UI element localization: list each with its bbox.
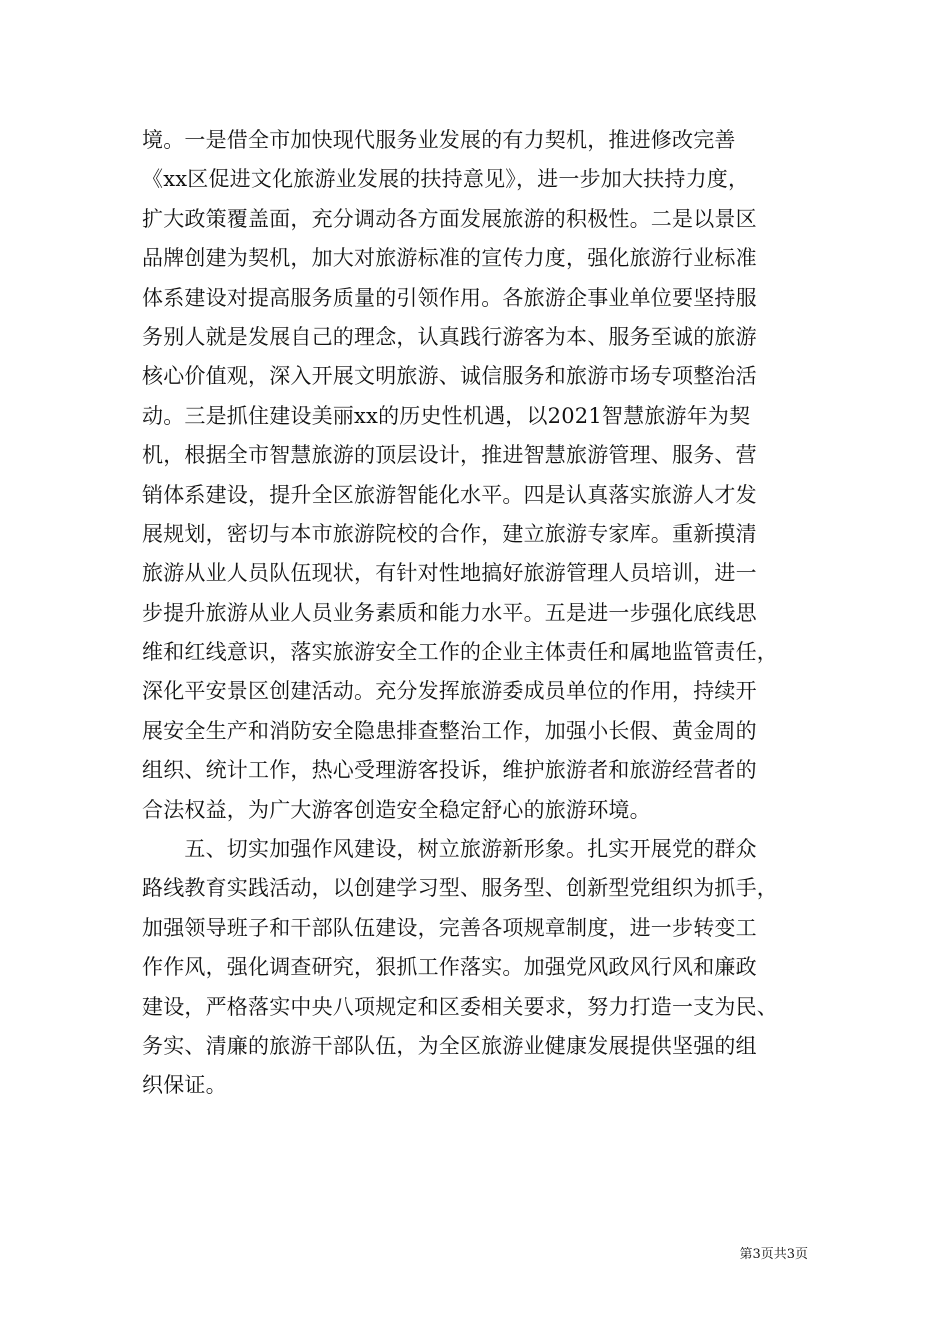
page-number: 第3页共3页 — [739, 1247, 808, 1262]
text-line: 展安全生产和消防安全隐患排查整治工作，加强小长假、黄金周的 — [142, 718, 757, 743]
text-line: 作作风，强化调查研究，狠抓工作落实。加强党风政风行风和廉政 — [142, 955, 757, 980]
paragraph-start-line: 五、切实加强作风建设，树立旅游新形象。扎实开展党的群众 — [142, 837, 757, 862]
text-line: 组织、统计工作，热心受理游客投诉，维护旅游者和旅游经营者的 — [142, 758, 757, 783]
text-line: 旅游从业人员队伍现状，有针对性地搞好旅游管理人员培训，进一 — [142, 561, 757, 586]
text-line: 加强领导班子和干部队伍建设，完善各项规章制度，进一步转变工 — [142, 915, 757, 940]
text-line: 机，根据全市智慧旅游的顶层设计，推进智慧旅游管理、服务、营 — [142, 443, 757, 468]
text-line: 《xx区促进文化旅游业发展的扶持意见》，进一步加大扶持力度， — [142, 167, 750, 192]
text-line: 建设，严格落实中央八项规定和区委相关要求，努力打造一支为民、 — [142, 994, 778, 1019]
text-line: 深化平安景区创建活动。充分发挥旅游委成员单位的作用，持续开 — [142, 679, 757, 704]
text-line: 体系建设对提高服务质量的引领作用。各旅游企事业单位要坚持服 — [142, 285, 757, 310]
text-line: 境。一是借全市加快现代服务业发展的有力契机，推进修改完善 — [142, 128, 736, 152]
text-line: 维和红线意识，落实旅游安全工作的企业主体责任和属地监管责任， — [142, 640, 778, 665]
text-line: 动。三是抓住建设美丽xx的历史性机遇，以2021智慧旅游年为契 — [142, 403, 751, 428]
text-line: 销体系建设，提升全区旅游智能化水平。四是认真落实旅游人才发 — [142, 482, 757, 507]
text-line: 合法权益，为广大游客创造安全稳定舒心的旅游环境。 — [142, 797, 651, 822]
text-line: 务别人就是发展自己的理念，认真践行游客为本、服务至诚的旅游 — [142, 324, 757, 349]
text-line: 扩大政策覆盖面，充分调动各方面发展旅游的积极性。二是以景区 — [142, 206, 757, 231]
text-line: 步提升旅游从业人员业务素质和能力水平。五是进一步强化底线思 — [142, 600, 757, 625]
text-line: 务实、清廉的旅游干部队伍，为全区旅游业健康发展提供坚强的组 — [142, 1033, 757, 1058]
text-line: 展规划，密切与本市旅游院校的合作，建立旅游专家库。重新摸清 — [142, 521, 757, 546]
text-line: 品牌创建为契机，加大对旅游标准的宣传力度，强化旅游行业标准 — [142, 246, 757, 271]
text-line: 织保证。 — [142, 1073, 227, 1098]
text-line: 核心价值观，深入开展文明旅游、诚信服务和旅游市场专项整治活 — [142, 364, 757, 389]
document-body — [142, 121, 822, 1106]
text-line: 路线教育实践活动，以创建学习型、服务型、创新型党组织为抓手， — [142, 876, 778, 901]
